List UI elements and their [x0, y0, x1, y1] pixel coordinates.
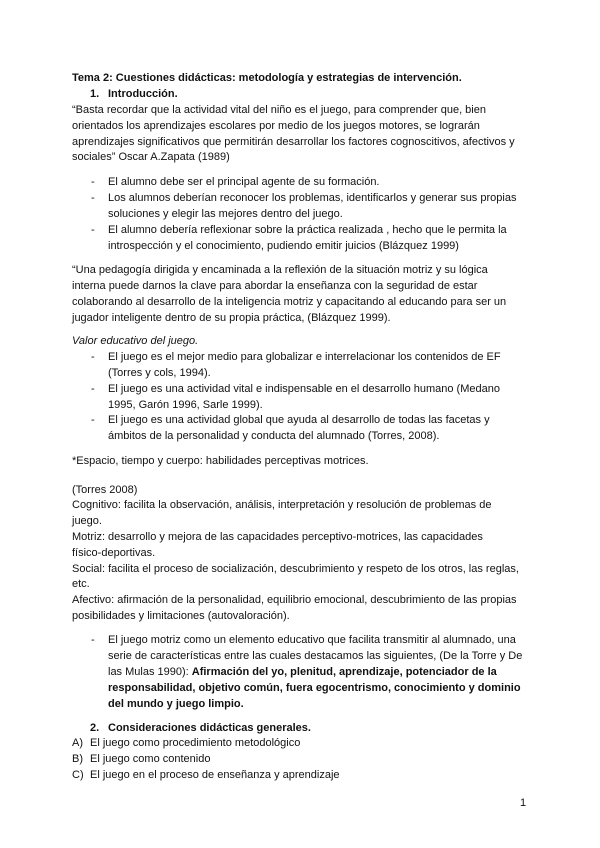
bullet-dash: - [91, 224, 95, 236]
bullet-dash: - [91, 414, 95, 426]
quote-line: “Una pedagogía dirigida y encaminada a la reflexión de la situación motriz y su lógica [72, 264, 488, 276]
list-item: El juego como procedimiento metodológico [90, 737, 301, 749]
section-number: 1. [90, 88, 100, 100]
quote-line: colaborando al desarrollo de la inteligencia motriz y capacitando al educando para ser un [72, 296, 507, 308]
list-item-cont: (Torres y cols, 1994). [108, 367, 211, 379]
bullet-dash: - [91, 351, 95, 363]
torres-line: (Torres 2008) [72, 484, 138, 496]
bold-text: Afirmación del yo, plenitud, aprendizaje, potenciador de la [191, 666, 497, 678]
document-title: Tema 2: Cuestiones didácticas: metodología y estrategias de intervención. [72, 72, 462, 84]
list-marker: A) [72, 737, 83, 749]
section-heading-introduccion: Introducción. [108, 88, 178, 100]
list-item: Los alumnos deberían reconocer los problemas, identificarlos y generar sus propias [108, 192, 517, 204]
list-item: El juego como contenido [90, 753, 211, 765]
torres-line: físico-deportivas. [72, 547, 156, 559]
list-item-cont: soluciones y elegir las mejores dentro del juego. [108, 208, 343, 220]
list-item-cont: 1995, Garón 1996, Sarle 1999). [108, 399, 263, 411]
bullet-dash: - [91, 383, 95, 395]
bold-text: del mundo y juego limpio. [108, 698, 244, 710]
quote-line: sociales” Oscar A.Zapata (1989) [72, 151, 230, 163]
list-item: El alumno debería reflexionar sobre la práctica realizada , hecho que le permita la [108, 224, 507, 236]
quote-line: interna puede darnos la clave para abordar la enseñanza con la seguridad de estar [72, 280, 478, 292]
quote-line: aprendizajes significativos que permitirán desarrollar los factores cognoscitivos, afectivos y [72, 136, 515, 148]
subheading-valor: Valor educativo del juego. [72, 335, 199, 347]
torres-line: posibilidades y limitaciones (autovaloración). [72, 610, 290, 622]
espacio-note: *Espacio, tiempo y cuerpo: habilidades perceptivas motrices. [72, 455, 369, 467]
list-item: El juego motriz como un elemento educativo que facilita transmitir al alumnado, una [108, 634, 516, 646]
list-item: El juego es el mejor medio para globalizar e interrelacionar los contenidos de EF [108, 351, 501, 363]
list-item-cont: ámbitos de la personalidad y conducta del alumnado (Torres, 2008). [108, 430, 440, 442]
bullet-dash: - [91, 634, 95, 646]
torres-line: etc. [72, 578, 90, 590]
torres-line: Afectivo: afirmación de la personalidad, equilibrio emocional, descubrimiento de las propias [72, 594, 517, 606]
page-number: 1 [520, 797, 527, 809]
list-item-cont [108, 664, 497, 680]
torres-line: Motriz: desarrollo y mejora de las capacidades perceptivo-motrices, las capacidades [72, 531, 483, 543]
torres-line: Cognitivo: facilita la observación, análisis, interpretación y resolución de problemas de [72, 499, 492, 511]
list-item-cont: introspección y el conocimiento, pudiendo emitir juicios (Blázquez 1999) [108, 240, 459, 252]
list-marker: B) [72, 753, 83, 765]
bold-text: responsabilidad, objetivo común, fuera egocentrismo, conocimiento y dominio [108, 682, 521, 694]
list-item: El juego es una actividad vital e indispensable en el desarrollo humano (Medano [108, 383, 500, 395]
quote-line: jugador inteligente dentro de su propia práctica, (Blázquez 1999). [72, 312, 391, 324]
list-item-cont: serie de características entre las cuales destacamos las siguientes, (De la Torre y De [108, 650, 523, 662]
bullet-dash: - [91, 176, 95, 188]
list-marker: C) [72, 769, 84, 781]
torres-line: juego. [72, 515, 102, 527]
quote-line: orientados los aprendizajes escolares por medio de los juegos motores, se lograrán [72, 120, 480, 132]
quote-line: “Basta recordar que la actividad vital del niño es el juego, para comprender que, bien [72, 104, 486, 116]
bullet-dash: - [91, 192, 95, 204]
citation-text: las Mulas 1990): [108, 666, 192, 678]
section-heading-consideraciones: Consideraciones didácticas generales. [108, 722, 311, 734]
list-item: El juego en el proceso de enseñanza y aprendizaje [90, 769, 340, 781]
list-item: El juego es una actividad global que ayuda al desarrollo de todas las facetas y [108, 414, 490, 426]
torres-line: Social: facilita el proceso de socialización, descubrimiento y respeto de los otros, las reglas, [72, 563, 519, 575]
section-number: 2. [90, 722, 100, 734]
list-item: El alumno debe ser el principal agente de su formación. [108, 176, 380, 188]
